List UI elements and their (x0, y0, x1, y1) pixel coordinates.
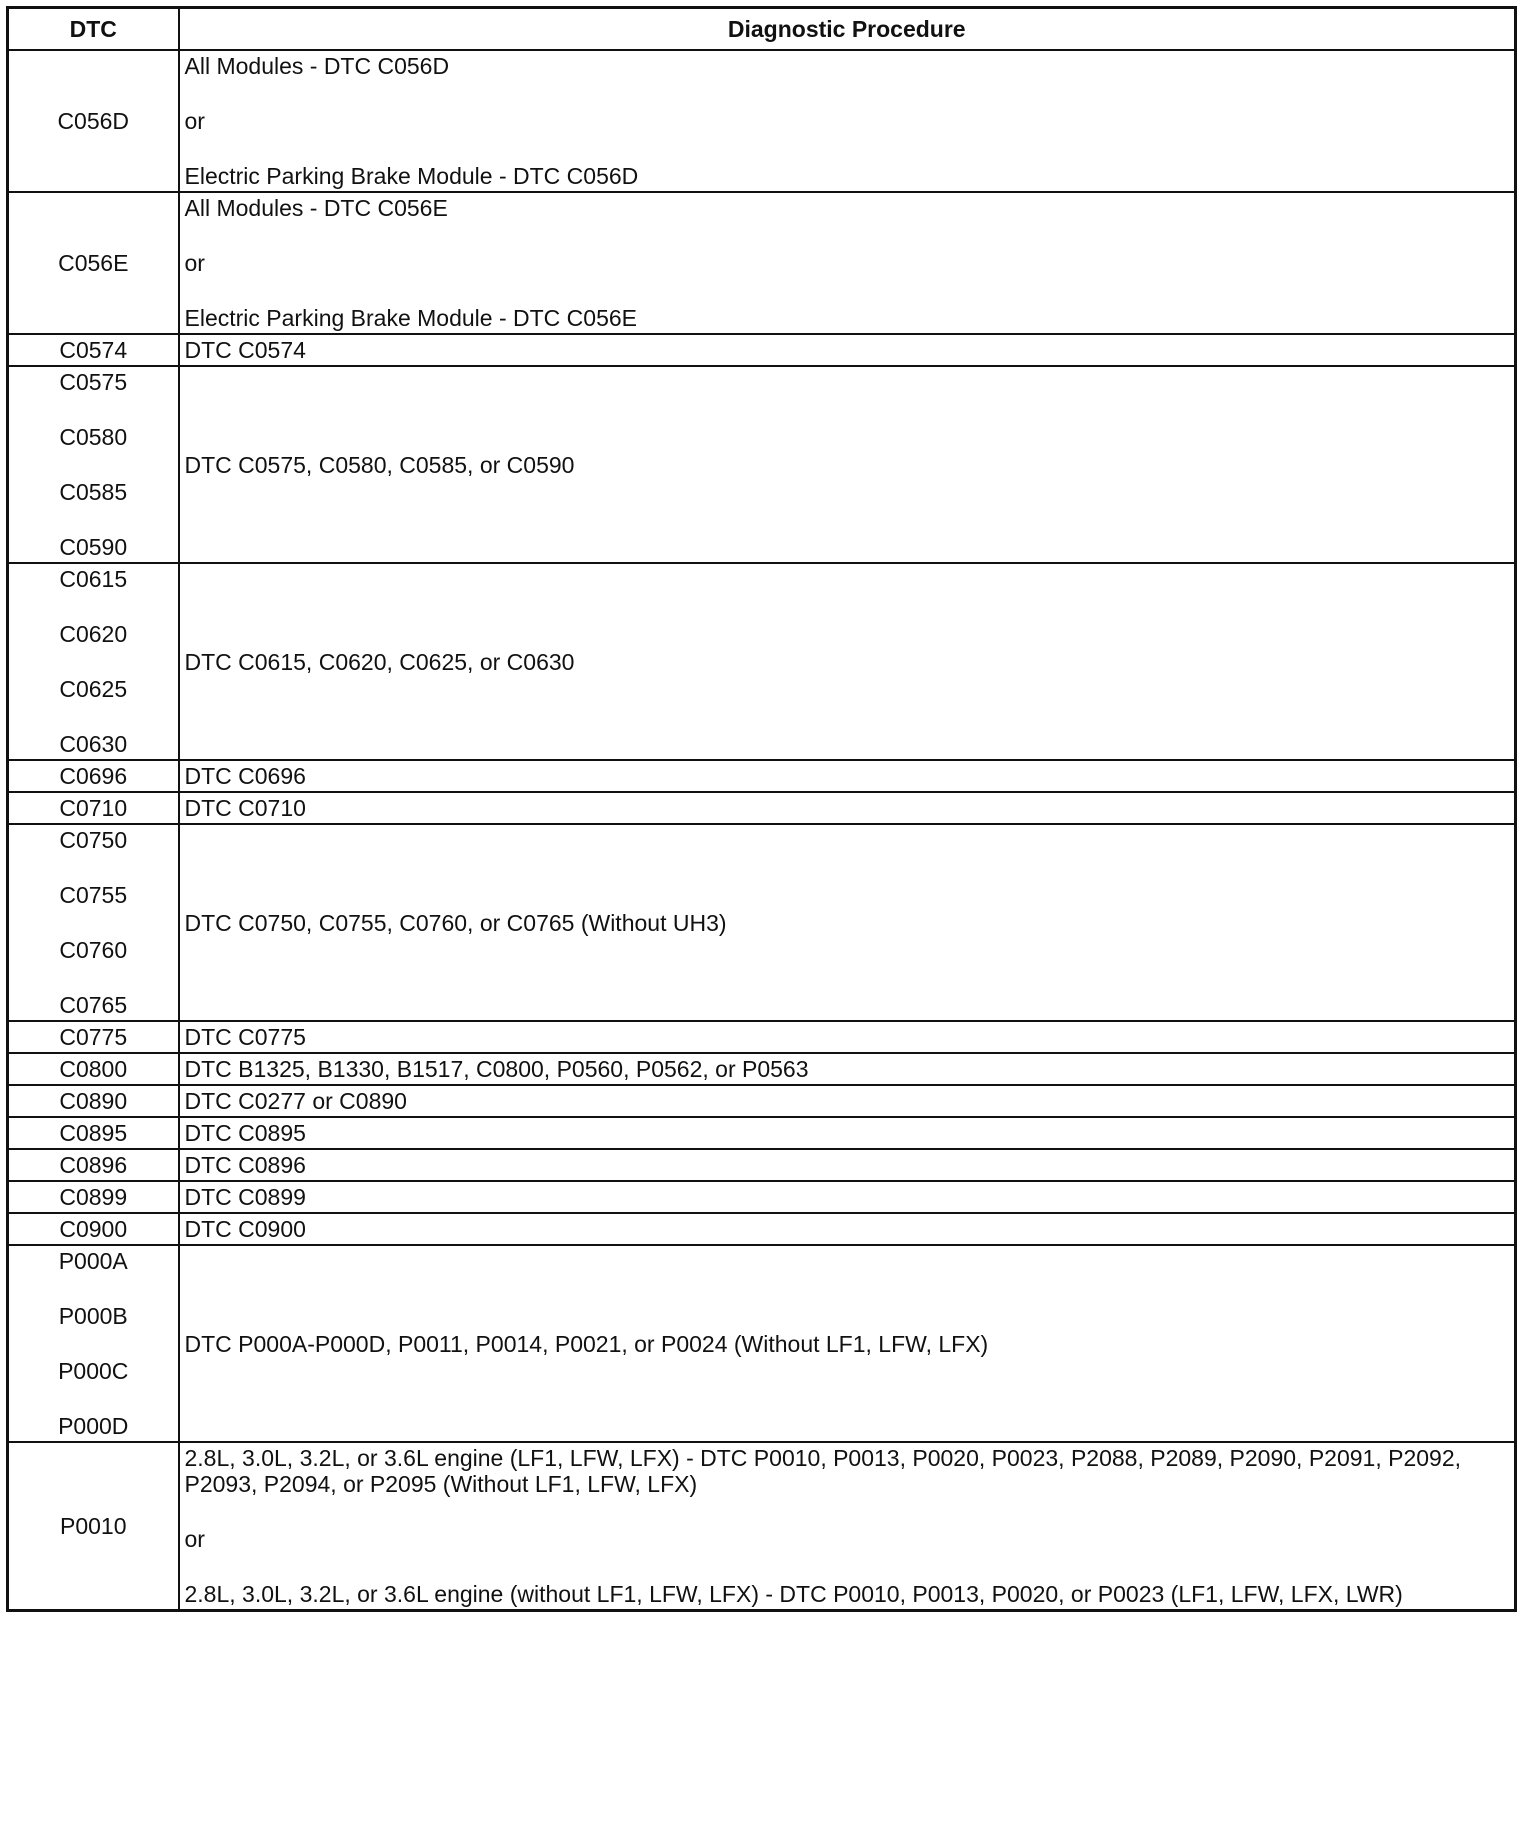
dtc-code: C0620 (59, 621, 128, 647)
procedure-link[interactable]: DTC C0899 (184, 1184, 306, 1210)
dtc-code-cell (8, 1181, 179, 1213)
line-gap (185, 79, 1510, 108)
diagnostic-procedure-cell (179, 1181, 1516, 1213)
dtc-code: C0585 (59, 479, 128, 505)
dtc-code-cell (8, 1085, 179, 1117)
dtc-code: C0755 (59, 882, 128, 908)
diagnostic-procedure-cell (179, 1213, 1516, 1245)
line-gap (11, 505, 176, 534)
procedure-separator: or (184, 108, 205, 134)
diagnostic-procedure-cell (179, 792, 1516, 824)
dtc-code-cell (8, 1117, 179, 1149)
dtc-code-cell (8, 334, 179, 366)
procedure-link[interactable]: All Modules - DTC C056E (184, 195, 448, 221)
procedure-separator: or (184, 250, 205, 276)
procedure-separator: or (184, 1526, 205, 1552)
dtc-code: C0800 (59, 1056, 128, 1082)
procedure-link[interactable]: 2.8L, 3.0L, 3.2L, or 3.6L engine (without LF1, LFW, LFX) - DTC P0010, P0013, P0020, or P0023 (LF1, LFW, LFX, LWR) (184, 1581, 1403, 1607)
line-gap (185, 1497, 1510, 1526)
table-row (8, 824, 1516, 1021)
table-row (8, 1021, 1516, 1053)
procedure-link[interactable]: Electric Parking Brake Module - DTC C056D (184, 163, 639, 189)
procedure-link[interactable]: DTC C0710 (184, 795, 306, 821)
procedure-link[interactable]: DTC C0615, C0620, C0625, or C0630 (184, 648, 575, 675)
dtc-code: C0890 (59, 1088, 128, 1114)
diagnostic-procedure-cell (179, 824, 1516, 1021)
table-row (8, 192, 1516, 334)
diagnostic-procedure-cell (179, 1053, 1516, 1085)
dtc-code: C0590 (59, 534, 128, 560)
dtc-code: C0696 (59, 763, 128, 789)
procedure-link[interactable]: DTC B1325, B1330, B1517, C0800, P0560, P0562, or P0563 (184, 1056, 809, 1082)
dtc-code: P000D (58, 1413, 129, 1439)
line-gap (11, 647, 176, 676)
dtc-code-cell (8, 760, 179, 792)
dtc-code: P0010 (59, 1513, 127, 1539)
dtc-code-cell (8, 1442, 179, 1611)
procedure-link[interactable]: DTC C0574 (184, 337, 306, 363)
diagnostic-procedure-cell (179, 1149, 1516, 1181)
dtc-code-cell (8, 192, 179, 334)
diagnostic-procedure-cell (179, 366, 1516, 563)
table-row (8, 1117, 1516, 1149)
dtc-table-container (6, 6, 1514, 1612)
table-body (8, 50, 1516, 1611)
dtc-code: C0900 (59, 1216, 128, 1242)
dtc-code-cell (8, 1021, 179, 1053)
dtc-code: C056D (57, 108, 130, 134)
table-row (8, 563, 1516, 760)
line-gap (11, 1329, 176, 1358)
header-dtc: DTC (8, 8, 179, 51)
line-gap (11, 853, 176, 882)
dtc-code: C0760 (59, 937, 128, 963)
procedure-link[interactable]: DTC C0895 (184, 1120, 306, 1146)
diagnostic-procedure-cell (179, 1085, 1516, 1117)
dtc-code: C0580 (59, 424, 128, 450)
dtc-code: C0895 (59, 1120, 128, 1146)
procedure-link[interactable]: All Modules - DTC C056D (184, 53, 450, 79)
dtc-code: C0615 (59, 566, 128, 592)
line-gap (11, 1274, 176, 1303)
line-gap (185, 1552, 1510, 1581)
diagnostic-procedure-cell (179, 1117, 1516, 1149)
line-gap (11, 450, 176, 479)
diagnostic-procedure-cell (179, 50, 1516, 192)
procedure-link[interactable]: 2.8L, 3.0L, 3.2L, or 3.6L engine (LF1, LFW, LFX) - DTC P0010, P0013, P0020, P0023, P2088, P2089, P2090, P2091, P2092, P2093, P2094, or P2095 (Without LF1, LFW, LFX) (184, 1445, 1461, 1497)
dtc-code: C0710 (59, 795, 128, 821)
dtc-code-cell (8, 563, 179, 760)
procedure-link[interactable]: DTC C0277 or C0890 (184, 1088, 407, 1114)
table-row (8, 1245, 1516, 1442)
dtc-code-cell (8, 824, 179, 1021)
header-diagnostic-procedure: Diagnostic Procedure (179, 8, 1516, 51)
procedure-link[interactable]: DTC C0775 (184, 1024, 306, 1050)
dtc-code: C056E (58, 250, 129, 276)
table-row (8, 1053, 1516, 1085)
dtc-code-cell (8, 50, 179, 192)
table-row (8, 1149, 1516, 1181)
diagnostic-procedure-cell (179, 760, 1516, 792)
diagnostic-procedure-cell (179, 563, 1516, 760)
diagnostic-procedure-cell (179, 334, 1516, 366)
table-row (8, 760, 1516, 792)
line-gap (11, 395, 176, 424)
diagnostic-procedure-cell (179, 1245, 1516, 1442)
line-gap (11, 592, 176, 621)
line-gap (11, 1384, 176, 1413)
table-row (8, 1181, 1516, 1213)
procedure-link[interactable]: DTC C0750, C0755, C0760, or C0765 (Without UH3) (184, 909, 727, 936)
line-gap (185, 276, 1510, 305)
dtc-code: C0575 (59, 369, 128, 395)
dtc-code: C0574 (59, 337, 128, 363)
procedure-link[interactable]: Electric Parking Brake Module - DTC C056E (184, 305, 637, 331)
procedure-link[interactable]: DTC P000A-P000D, P0011, P0014, P0021, or P0024 (Without LF1, LFW, LFX) (184, 1330, 989, 1357)
dtc-table (6, 6, 1517, 1612)
table-row (8, 334, 1516, 366)
dtc-code-cell (8, 1213, 179, 1245)
procedure-link[interactable]: DTC C0896 (184, 1152, 306, 1178)
diagnostic-procedure-cell (179, 192, 1516, 334)
table-row (8, 1085, 1516, 1117)
dtc-code: C0750 (59, 827, 128, 853)
table-row (8, 1442, 1516, 1611)
dtc-code-cell (8, 792, 179, 824)
dtc-code-cell (8, 1149, 179, 1181)
dtc-code: C0899 (59, 1184, 128, 1210)
table-row (8, 792, 1516, 824)
dtc-code-cell (8, 1245, 179, 1442)
header-row (8, 8, 1516, 51)
line-gap (11, 963, 176, 992)
line-gap (11, 908, 176, 937)
dtc-code: C0775 (59, 1024, 128, 1050)
dtc-code: P000A (58, 1248, 128, 1274)
procedure-link[interactable]: DTC C0900 (184, 1216, 306, 1242)
dtc-code-cell (8, 1053, 179, 1085)
diagnostic-procedure-cell (179, 1021, 1516, 1053)
dtc-code-cell (8, 366, 179, 563)
table-row (8, 1213, 1516, 1245)
dtc-code: C0896 (59, 1152, 128, 1178)
line-gap (11, 702, 176, 731)
diagnostic-procedure-cell (179, 1442, 1516, 1611)
line-gap (185, 134, 1510, 163)
procedure-link[interactable]: DTC C0696 (184, 763, 306, 789)
table-row (8, 366, 1516, 563)
dtc-code: C0630 (59, 731, 128, 757)
procedure-link[interactable]: DTC C0575, C0580, C0585, or C0590 (184, 451, 575, 478)
table-row (8, 50, 1516, 192)
line-gap (185, 221, 1510, 250)
dtc-code: C0765 (59, 992, 128, 1018)
dtc-code: P000C (58, 1358, 129, 1384)
dtc-code: P000B (58, 1303, 128, 1329)
dtc-code: C0625 (59, 676, 128, 702)
